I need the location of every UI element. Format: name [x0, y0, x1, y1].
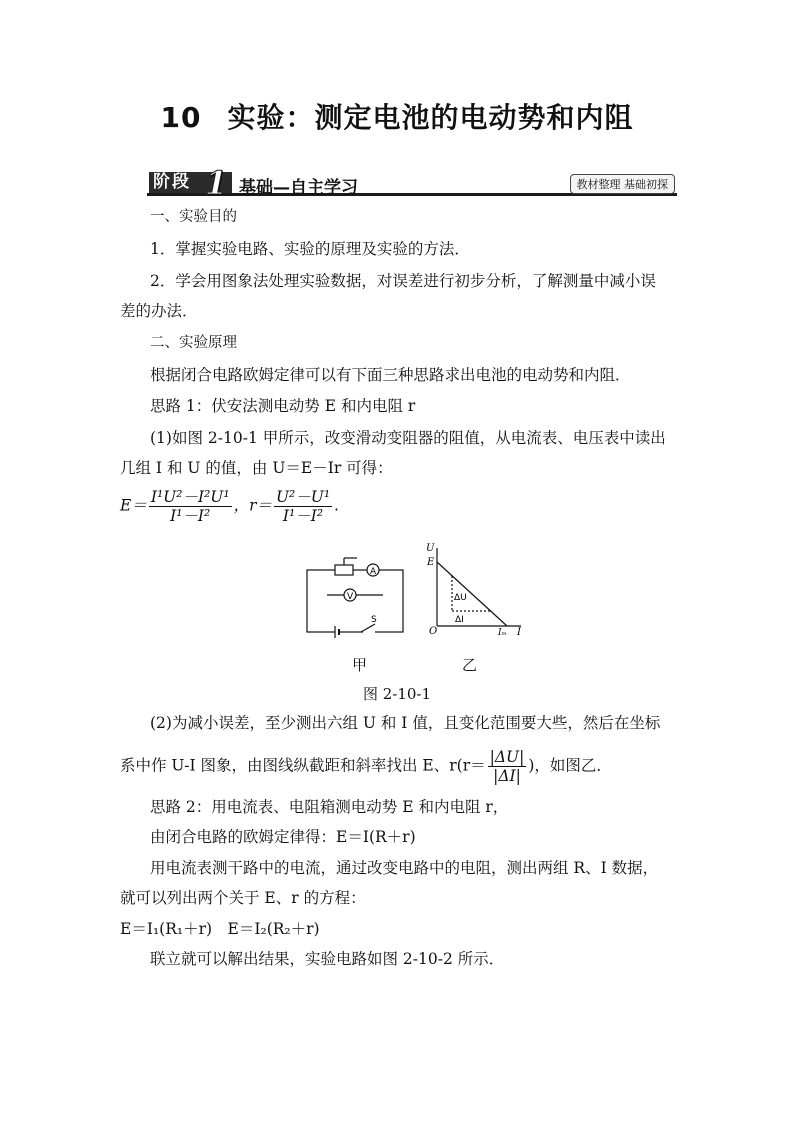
- section1-item2-line2: 差的办法．: [120, 302, 198, 320]
- law: 由闭合电路的欧姆定律得：E＝I(R＋r): [150, 828, 416, 846]
- para3-line1: 用电流表测干路中的电流，通过改变电路中的电阻，测出两组 R、I 数据，: [150, 859, 659, 877]
- stage-subtitle: 基础—自主学习: [239, 178, 358, 198]
- section1-item1: 1．掌握实验电路、实验的原理及实验的方法．: [150, 240, 470, 258]
- formula-row: [120, 488, 680, 525]
- para2-line2-start: 系中作 U-I 图象，由图线纵截距和斜率找出 E、r(r＝: [120, 756, 486, 775]
- ui-graph: [437, 548, 521, 626]
- ammeter-label: A: [370, 567, 377, 577]
- figure-label-left: 甲: [352, 656, 368, 674]
- formula-separator: ，r＝: [233, 496, 272, 515]
- slope-denominator: |ΔI|: [493, 767, 521, 785]
- section2-heading: 二、实验原理: [150, 335, 237, 351]
- para1-line2: 几组 I 和 U 的值，由 U＝E－Ir 可得：: [120, 459, 393, 477]
- rheostat: [335, 565, 353, 575]
- stage-banner: [147, 164, 677, 202]
- para2-line1: (2)为减小误差，至少测出六组 U 和 I 值，且变化范围要大些，然后在坐标: [150, 714, 661, 732]
- equations: E＝I₁(R₁＋r) E＝I₂(R₂＋r): [120, 920, 320, 938]
- formula-e-numerator: I¹U²－I²U¹: [150, 488, 230, 506]
- conclusion: 联立就可以解出结果，实验电路如图 2-10-2 所示．: [150, 950, 505, 968]
- formula-r-numerator: U²－U¹: [275, 488, 331, 506]
- stage-number: 1: [205, 164, 228, 202]
- idea2: 思路 2：用电流表、电阻箱测电动势 E 和内电阻 r，: [150, 798, 509, 816]
- figure-caption: 图 2-10-1: [362, 685, 432, 703]
- formula-r-fraction: [274, 488, 332, 525]
- para2-line2: [120, 748, 680, 785]
- title-text: 实验：测定电池的电动势和内阻: [227, 101, 634, 134]
- switch-label: S: [371, 615, 377, 625]
- formula-r-denominator: I¹－I²: [282, 507, 324, 525]
- circuit-diagram: [307, 558, 403, 638]
- formula-end: .: [334, 496, 339, 515]
- para3-line2: 就可以列出两个关于 E、r 的方程：: [120, 889, 366, 907]
- voltmeter-label: V: [347, 592, 354, 602]
- para1-line1: (1)如图 2-10-1 甲所示，改变滑动变阻器的阻值，从电流表、电压表中读出: [150, 429, 666, 447]
- circuit-frame: [307, 570, 403, 632]
- slope-numerator: |ΔU|: [489, 748, 525, 766]
- page-title: [0, 96, 794, 136]
- idea1: 思路 1：伏安法测电动势 E 和内电阻 r: [150, 397, 416, 415]
- delta-u-label: ΔU: [454, 593, 467, 603]
- figure-label-right: 乙: [462, 656, 478, 674]
- delta-i-label: ΔI: [455, 615, 464, 625]
- para2-line2-end: )，如图乙．: [528, 756, 612, 775]
- stage-tag: 阶段: [149, 172, 232, 193]
- axis-i-label: I: [517, 627, 521, 638]
- title-number: 10: [160, 101, 202, 134]
- intercept-e-label: E: [427, 557, 435, 568]
- formula-e-fraction: [149, 488, 232, 525]
- slope-fraction: [488, 748, 527, 785]
- axis-u-label: U: [426, 543, 435, 554]
- formula-e-denominator: I¹－I²: [170, 507, 211, 525]
- stage-right-label: 教材整理 基础初探: [570, 174, 676, 194]
- origin-label: O: [429, 626, 438, 637]
- section1-item2-line1: 2．学会用图象法处理实验数据，对误差进行初步分析，了解测量中减小误: [150, 272, 656, 290]
- ui-line: [437, 562, 507, 626]
- figure-2-10-1: [295, 540, 525, 650]
- section2-intro: 根据闭合电路欧姆定律可以有下面三种思路求出电池的电动势和内阻．: [150, 366, 631, 384]
- section1-heading: 一、实验目的: [150, 209, 237, 225]
- im-label: Iₘ: [498, 628, 508, 638]
- formula-e-lhs: E＝: [120, 496, 147, 515]
